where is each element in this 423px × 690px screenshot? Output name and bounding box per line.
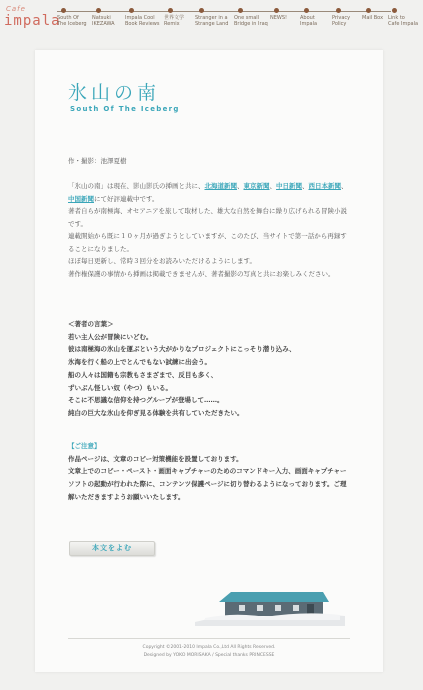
intro-paragraph-2: 著者自らが南極海、オセアニアを旅して取材した、雄大な自然を舞台に繰り広げられる冒険小説です。 — [68, 207, 347, 228]
link-chugoku-shimbun[interactable]: 中国新聞 — [68, 194, 94, 203]
nav-item-3[interactable] — [164, 6, 184, 27]
author-notes — [68, 318, 350, 420]
nav-item-label: Impala Cool Book Reviews — [125, 15, 160, 27]
logo-cafe-text: Cafe — [6, 5, 26, 13]
nav-dot-icon — [96, 8, 101, 13]
nav-item-label: Stranger in a Strange Land — [195, 15, 229, 27]
page-title: 氷山の南 — [68, 82, 161, 104]
logo-impala-text: impala — [4, 13, 61, 29]
caution-notice — [68, 440, 352, 504]
link-chunichi-shimbun[interactable]: 中日新聞 — [276, 182, 302, 190]
caution-heading: 【ご注意】 — [68, 442, 101, 450]
nav-dot-icon — [238, 8, 243, 13]
nav-item-0[interactable] — [57, 6, 87, 27]
notes-line: 若い主人公が冒険にいどむ。 — [68, 332, 153, 341]
nav-item-label: South Of The Iceberg — [57, 15, 87, 27]
copyright-text: Copyright ©2001-2010 Impala Co.,Ltd All Rights Reserved. — [142, 645, 276, 650]
nav-item-1[interactable] — [92, 6, 115, 27]
nav-item-label: Mail Box — [362, 15, 384, 21]
intro-paragraph-3: 連載開始から既に１０ヶ月が過ぎようとしていますが、このたび、当サイトで第一話から再録することになりました。 — [68, 232, 347, 253]
intro-text — [68, 180, 350, 280]
intro-paragraph-5: 著作権保護の事情から挿画は掲載できませんが、著者撮影の写真と共にお楽しみください。 — [68, 269, 335, 278]
cafe-impala-logo[interactable] — [4, 5, 61, 33]
read-text-button[interactable]: 本文をよむ — [69, 541, 155, 556]
nav-dot-icon — [168, 8, 173, 13]
footer-divider — [68, 638, 350, 639]
caution-line-1: 作品ページは、文章のコピー対策機能を設置しております。 — [68, 454, 243, 463]
nav-dot-icon — [129, 8, 134, 13]
designer-credit: Designed by YOKO MORISAKA / Special thanks PRINCESSE — [143, 653, 275, 658]
notes-line: 船の人々は国籍も宗教もさまざまで、反目も多く、 — [68, 370, 218, 379]
notes-line: 純白の巨大な氷山を仰ぎ見る体験を共有していただきたい。 — [68, 408, 244, 417]
page-subtitle: South Of The Iceberg — [70, 105, 180, 113]
nav-item-label: Privacy Policy — [332, 15, 351, 27]
hut-building — [219, 592, 329, 616]
nav-item-label: NEWS! — [270, 15, 288, 21]
link-hokkaido-shimbun[interactable]: 北海道新聞 — [204, 182, 237, 190]
nav-item-label: Link to Cafe Impala — [388, 15, 419, 27]
content-card — [35, 50, 383, 672]
notes-line: 彼は南極海の氷山を運ぶという大がかりなプロジェクトにこっそり潜り込み、 — [68, 345, 296, 354]
nav-item-label: About Impala — [300, 15, 318, 27]
nav-dot-icon — [392, 8, 397, 13]
nav-item-label: One small Bridge in Iraq — [234, 15, 268, 27]
main-nav — [57, 6, 423, 36]
nav-item-10[interactable] — [388, 6, 418, 27]
intro-text-a: 「氷山の南」は現在、影山影氏の挿画と共に、 — [68, 182, 205, 190]
intro-text-b: にて好評連載中です。 — [94, 194, 159, 203]
caution-line-2: 文章上でのコピー・ペースト・画面キャプチャーのためのコマンドキー入力、画面キャプチャーソフトの起動が行われた際に、コンテンツ保護ページに切り替わるようになっております。ご理解いただきますようお願いいたします。 — [68, 467, 347, 501]
link-nishinippon-shimbun[interactable]: 西日本新聞 — [308, 182, 341, 190]
nav-item-8[interactable] — [332, 6, 350, 27]
notes-line: ずいぶん怪しい奴（やつ）もいる。 — [68, 383, 172, 392]
antarctic-hut-illustration — [195, 578, 345, 626]
notes-line: 氷海を行く船の上でとんでもない試練に出会う。 — [68, 358, 211, 367]
notes-line: そこに不思議な信仰を持つグループが登場して……。 — [68, 396, 224, 405]
intro-paragraph-1 — [68, 180, 350, 205]
separator: 、 — [302, 182, 309, 190]
notes-line: ＜著者の言葉＞ — [68, 320, 114, 328]
separator: 、 — [269, 182, 276, 190]
footer — [35, 644, 383, 660]
nav-dot-icon — [336, 8, 341, 13]
nav-item-label: 世界文学 Remix — [164, 15, 185, 27]
nav-dot-icon — [274, 8, 279, 13]
top-navigation-bar — [0, 0, 423, 36]
author-credit: 作・撮影：池澤夏樹 — [68, 157, 127, 165]
nav-item-4[interactable] — [195, 6, 228, 27]
intro-paragraph-4: ほぼ毎日更新し、常時３回分をお読みいただけるようにします。 — [68, 257, 256, 265]
nav-dot-icon — [366, 8, 371, 13]
nav-item-2[interactable] — [125, 6, 159, 27]
link-tokyo-shimbun[interactable]: 東京新聞 — [243, 182, 270, 190]
nav-dot-icon — [61, 8, 66, 13]
separator: 、 — [237, 182, 244, 190]
nav-item-6[interactable] — [270, 6, 287, 21]
nav-item-7[interactable] — [300, 6, 317, 27]
nav-dot-icon — [304, 8, 309, 13]
nav-dot-icon — [199, 8, 204, 13]
nav-item-label: Natsuki IKEZAWA — [92, 15, 115, 27]
separator: 、 — [341, 182, 348, 190]
nav-item-5[interactable] — [234, 6, 268, 27]
nav-item-9[interactable] — [362, 6, 383, 21]
